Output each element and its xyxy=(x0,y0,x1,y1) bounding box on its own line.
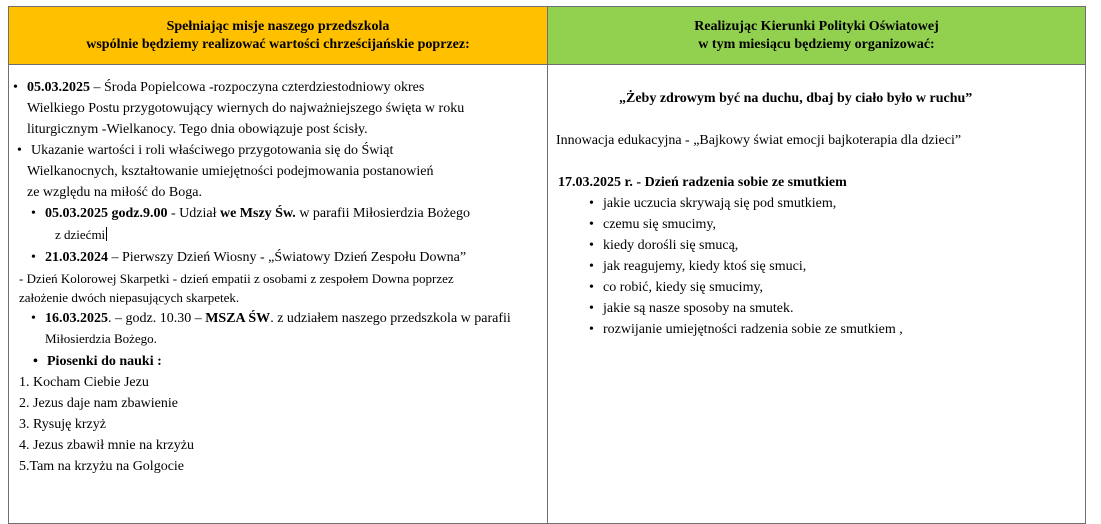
values-line1: Ukazanie wartości i roli właściwego przygotowania się do Świąt xyxy=(31,143,394,158)
mass-text-a: - Udział xyxy=(167,206,220,221)
text-cursor xyxy=(106,227,107,241)
ash-wednesday-date: 05.03.2025 xyxy=(27,80,90,95)
song-item: 3. Rysuję krzyż xyxy=(19,417,106,432)
holy-mass-item xyxy=(45,309,511,329)
values-item xyxy=(31,141,393,161)
song-item: 1. Kocham Ciebie Jezu xyxy=(19,375,149,390)
sadness-bullet: • czemu się smucimy, xyxy=(603,215,716,235)
holy-mass-text-c: . z udziałem naszego przedszkola w parafii xyxy=(270,311,511,326)
column-divider xyxy=(547,7,548,523)
mass-date: 05.03.2025 godz.9.00 xyxy=(45,206,168,221)
day-title: 17.03.2025 r. - Dzień radzenia sobie ze smutkiem xyxy=(558,175,847,190)
spring-day-text: – Pierwszy Dzień Wiosny - „Światowy Dzień Zespołu Downa” xyxy=(108,250,467,265)
ash-wednesday-text: – Środa Popielcowa -rozpoczyna czterdziestodniowy okres xyxy=(90,80,425,95)
spring-day-item xyxy=(45,248,466,268)
mass-item xyxy=(45,204,470,224)
mass-line2-text: z dziećmi xyxy=(55,227,106,242)
mass-text-b: we Mszy Św. xyxy=(219,206,296,221)
sadness-bullet: • kiedy dorośli się smucą, xyxy=(603,236,738,256)
sadness-bullet: • jak reagujemy, kiedy ktoś się smuci, xyxy=(603,257,806,277)
right-header-line1: Realizując Kierunki Polityki Oświatowej xyxy=(694,18,939,34)
left-column-header xyxy=(9,7,547,64)
values-line3: ze względu na miłość do Boga. xyxy=(27,185,202,200)
motto: „Żeby zdrowym być na duchu, dbaj by ciało było w ruchu” xyxy=(619,91,973,106)
ash-wednesday-line3: liturgicznym -Wielkanocy. Tego dnia obowiązuje post ścisły. xyxy=(27,122,368,137)
sadness-bullet: • co robić, kiedy się smucimy, xyxy=(603,278,763,298)
song-item: 2. Jezus daje nam zbawienie xyxy=(19,396,178,411)
ash-wednesday-line2: Wielkiego Postu przygotowujący wiernych do najważniejszego święta w roku xyxy=(27,101,465,116)
plan-table xyxy=(8,6,1086,524)
right-column-header xyxy=(548,7,1085,64)
holy-mass-text-a: . – godz. 10.30 – xyxy=(108,311,206,326)
holy-mass-date: 16.03.2025 xyxy=(45,311,108,326)
sock-day-line2: założenie dwóch niepasujących skarpetek. xyxy=(19,290,240,305)
sadness-bullet: • rozwijanie umiejętności radzenia sobie ze smutkiem , xyxy=(603,320,903,340)
holy-mass-text-b: MSZA ŚW xyxy=(205,311,271,326)
songs-title-text: Piosenki do nauki : xyxy=(47,354,162,369)
songs-title xyxy=(47,352,162,372)
holy-mass-line2: Miłosierdzia Bożego. xyxy=(45,331,157,346)
spring-day-date: 21.03.2024 xyxy=(45,250,108,265)
song-item: 5.Tam na krzyżu na Golgocie xyxy=(19,459,185,474)
mass-line2 xyxy=(55,225,107,245)
mass-text-c: w parafii Miłosierdzia Bożego xyxy=(295,206,470,221)
right-header-line2: w tym miesiącu będziemy organizować: xyxy=(698,36,935,52)
ash-wednesday-item xyxy=(27,78,424,98)
sock-day-line1: - Dzień Kolorowej Skarpetki - dzień empatii z osobami z zespołem Downa poprzez xyxy=(19,271,454,286)
sadness-bullet: • jakie uczucia skrywają się pod smutkiem, xyxy=(603,194,836,214)
song-item: 4. Jezus zbawił mnie na krzyżu xyxy=(19,438,194,453)
innovation-line: Innowacja edukacyjna - „Bajkowy świat emocji bajkoterapia dla dzieci” xyxy=(556,133,962,148)
left-header-line2: wspólnie będziemy realizować wartości chrześcijańskie poprzez: xyxy=(86,36,470,52)
values-line2: Wielkanocnych, kształtowanie umiejętności podejmowania postanowień xyxy=(27,164,434,179)
sadness-bullet: • jakie są nasze sposoby na smutek. xyxy=(603,299,794,319)
left-header-line1: Spełniając misje naszego przedszkola xyxy=(166,18,390,34)
